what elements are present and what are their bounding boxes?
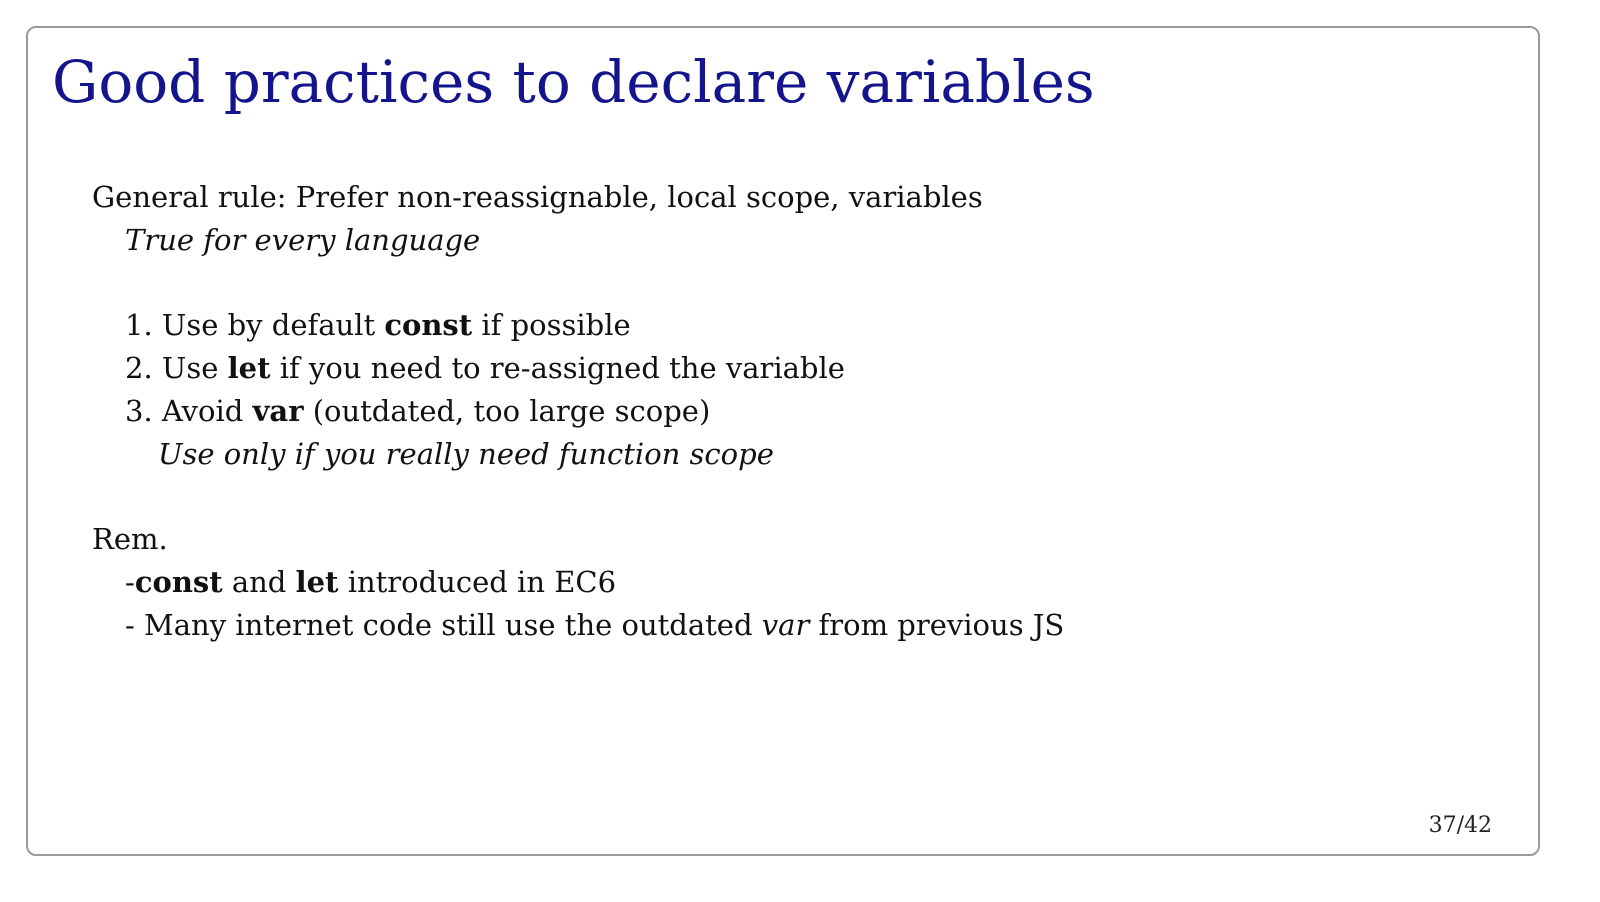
rem-item-2 <box>92 604 1064 647</box>
rem-text: from previous JS <box>818 608 1065 642</box>
rem-label: Rem. <box>92 522 168 556</box>
keyword-const: const <box>134 565 223 599</box>
list-number: 2. <box>125 351 153 385</box>
slide <box>26 26 1540 856</box>
list-item-2 <box>92 347 1064 390</box>
list-number: 1. <box>125 308 153 342</box>
keyword-let: let <box>295 565 339 599</box>
page-number: 37/42 <box>1428 813 1492 838</box>
list-text: Use <box>161 351 219 385</box>
spacer <box>92 476 1064 518</box>
keyword-var-emphasis: var <box>761 608 810 642</box>
list-text: Use by default <box>161 308 376 342</box>
rem-text: Many internet code still use the outdated <box>144 608 753 642</box>
list-text: (outdated, too large scope) <box>312 394 711 428</box>
list-text: Avoid <box>161 394 244 428</box>
rem-dash: - <box>125 565 135 599</box>
general-rule: General rule: Prefer non-reassignable, local scope, variables <box>92 180 983 214</box>
keyword-let: let <box>227 351 271 385</box>
list-number: 3. <box>125 394 153 428</box>
spacer <box>92 262 1064 304</box>
list-item-3 <box>92 390 1064 433</box>
list-text: if you need to re-assigned the variable <box>279 351 845 385</box>
rem-dash: - <box>125 608 135 642</box>
slide-title: Good practices to declare variables <box>52 48 1095 116</box>
general-rule-note: True for every language <box>125 223 481 257</box>
rem-text: and <box>231 565 287 599</box>
list-text: if possible <box>481 308 631 342</box>
rem-item-1 <box>92 561 1064 604</box>
list-item-1 <box>92 304 1064 347</box>
rem-text: introduced in EC6 <box>347 565 617 599</box>
keyword-var: var <box>252 394 304 428</box>
list-item-3-note: Use only if you really need function scope <box>158 437 774 471</box>
keyword-const: const <box>384 308 473 342</box>
slide-body <box>92 176 1064 647</box>
